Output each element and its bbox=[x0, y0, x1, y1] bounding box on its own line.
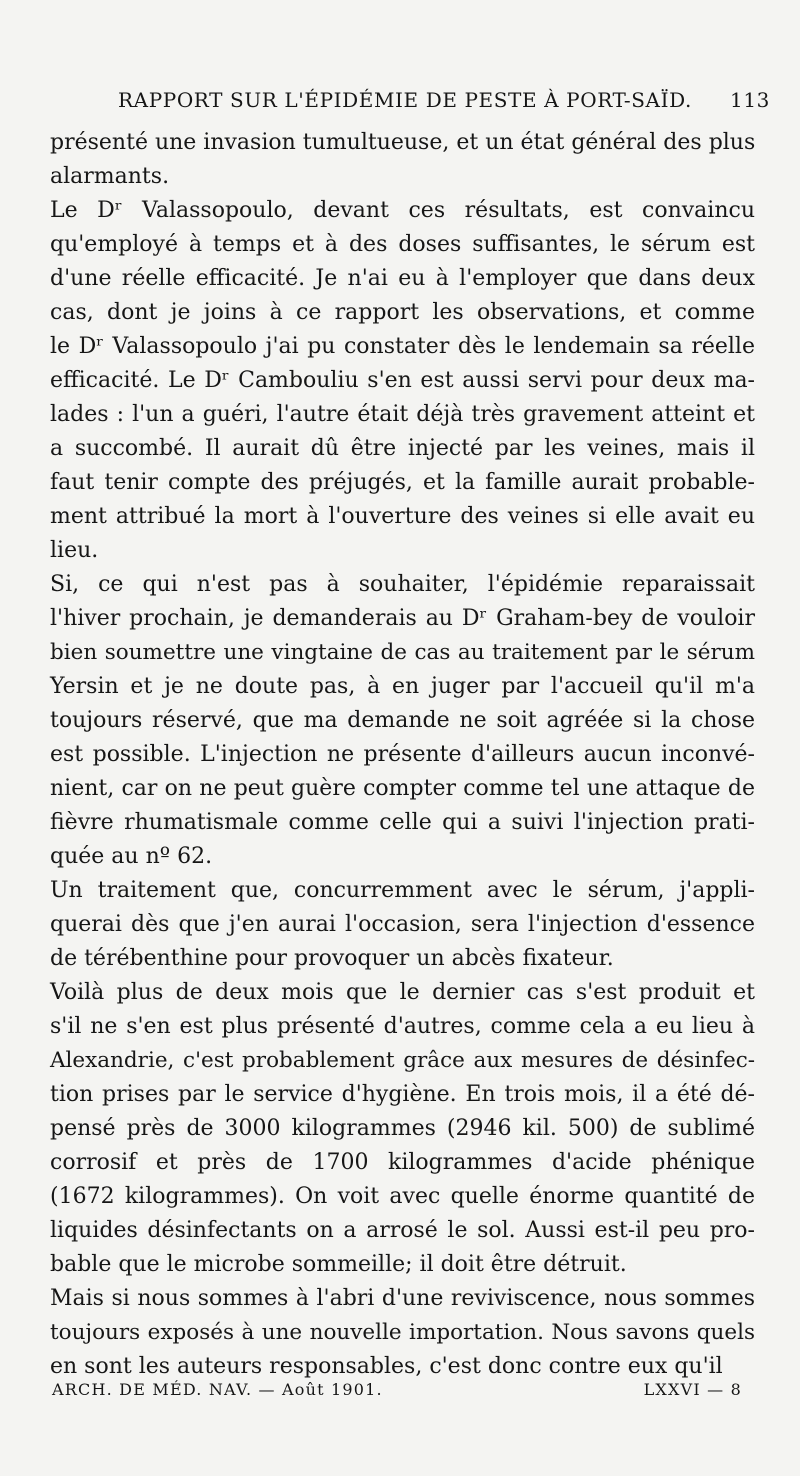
text-line: est possible. L'injection ne présente d'ailleurs aucun inconvé- bbox=[50, 742, 755, 767]
text-line: d'une réelle efficacité. Je n'ai eu à l'employer que dans deux bbox=[50, 266, 755, 291]
paragraph bbox=[50, 1282, 755, 1384]
text-line: présenté une invasion tumultueuse, et un état général des plus bbox=[50, 130, 756, 155]
text-line: a succombé. Il aurait dû être injecté par les veines, mais il bbox=[50, 436, 755, 461]
text-line: Alexandrie, c'est probablement grâce aux mesures de désinfec- bbox=[50, 1048, 755, 1073]
text-line: efficacité. Le Dʳ Cambouliu s'en est aussi servi pour deux ma- bbox=[50, 368, 755, 393]
page-footer bbox=[52, 1380, 770, 1410]
paragraph bbox=[50, 874, 755, 976]
text-line: corrosif et près de 1700 kilogrammes d'acide phénique bbox=[50, 1150, 755, 1175]
text-line: Un traitement que, concurremment avec le sérum, j'appli- bbox=[50, 878, 755, 903]
paragraph bbox=[50, 976, 755, 1282]
text-line: (1672 kilogrammes). On voit avec quelle énorme quantité de bbox=[50, 1184, 755, 1209]
text-line: Mais si nous sommes à l'abri d'une reviviscence, nous sommes bbox=[50, 1286, 755, 1311]
text-line: s'il ne s'en est plus présenté d'autres, comme cela a eu lieu à bbox=[50, 1014, 755, 1039]
text-line: tion prises par le service d'hygiène. En trois mois, il a été dé- bbox=[50, 1082, 755, 1107]
running-title: RAPPORT SUR L'ÉPIDÉMIE DE PESTE À PORT-SAÏD. bbox=[118, 88, 692, 112]
text-line: Yersin et je ne doute pas, à en juger par l'accueil qu'il m'a bbox=[50, 674, 755, 699]
text-line: fièvre rhumatismale comme celle qui a suivi l'injection prati- bbox=[50, 810, 755, 835]
text-line: pensé près de 3000 kilogrammes (2946 kil. 500) de sublimé bbox=[50, 1116, 755, 1141]
page-number: 113 bbox=[730, 88, 770, 112]
text-line: le Dʳ Valassopoulo j'ai pu constater dès le lendemain sa réelle bbox=[50, 334, 755, 359]
text-line: liquides désinfectants on a arrosé le sol. Aussi est-il peu pro- bbox=[50, 1218, 755, 1243]
text-line: nient, car on ne peut guère compter comme tel une attaque de bbox=[50, 776, 755, 801]
text-line: querai dès que j'en aurai l'occasion, sera l'injection d'essence bbox=[50, 912, 755, 937]
footer-journal-reference: ARCH. DE MÉD. NAV. — Août 1901. bbox=[52, 1380, 383, 1399]
text-line: Le Dʳ Valassopoulo, devant ces résultats, est convaincu bbox=[50, 198, 755, 223]
paragraph bbox=[50, 568, 755, 874]
text-line: l'hiver prochain, je demanderais au Dʳ Graham-bey de vouloir bbox=[50, 606, 755, 631]
text-line: faut tenir compte des préjugés, et la famille aurait probable- bbox=[50, 470, 755, 495]
text-line: ment attribué la mort à l'ouverture des veines si elle avait eu bbox=[50, 504, 755, 529]
text-line: Si, ce qui n'est pas à souhaiter, l'épidémie reparaissait bbox=[50, 572, 755, 597]
text-line: Voilà plus de deux mois que le dernier cas s'est produit et bbox=[50, 980, 755, 1005]
text-line: cas, dont je joins à ce rapport les observations, et comme bbox=[50, 300, 755, 325]
text-line: lieu. bbox=[50, 538, 99, 563]
text-line: en sont les auteurs responsables, c'est donc contre eux qu'il bbox=[50, 1354, 723, 1379]
text-line: quée au nº 62. bbox=[50, 844, 213, 869]
text-line: alarmants. bbox=[50, 164, 170, 189]
text-line: toujours exposés à une nouvelle importation. Nous savons quels bbox=[50, 1320, 755, 1345]
text-line: bable que le microbe sommeille; il doit être détruit. bbox=[50, 1252, 627, 1277]
text-line: bien soumettre une vingtaine de cas au traitement par le sérum bbox=[50, 640, 755, 665]
text-line: lades : l'un a guéri, l'autre était déjà très gravement atteint et bbox=[50, 402, 755, 427]
text-line: toujours réservé, que ma demande ne soit agréée si la chose bbox=[50, 708, 755, 733]
paragraph bbox=[50, 194, 755, 568]
text-line: de térébenthine pour provoquer un abcès fixateur. bbox=[50, 946, 614, 971]
running-header bbox=[100, 88, 770, 122]
text-line: qu'employé à temps et à des doses suffisantes, le sérum est bbox=[50, 232, 755, 257]
paragraph bbox=[50, 126, 755, 194]
footer-signature-mark: LXXVI — 8 bbox=[643, 1380, 742, 1399]
body-text bbox=[50, 126, 755, 1384]
